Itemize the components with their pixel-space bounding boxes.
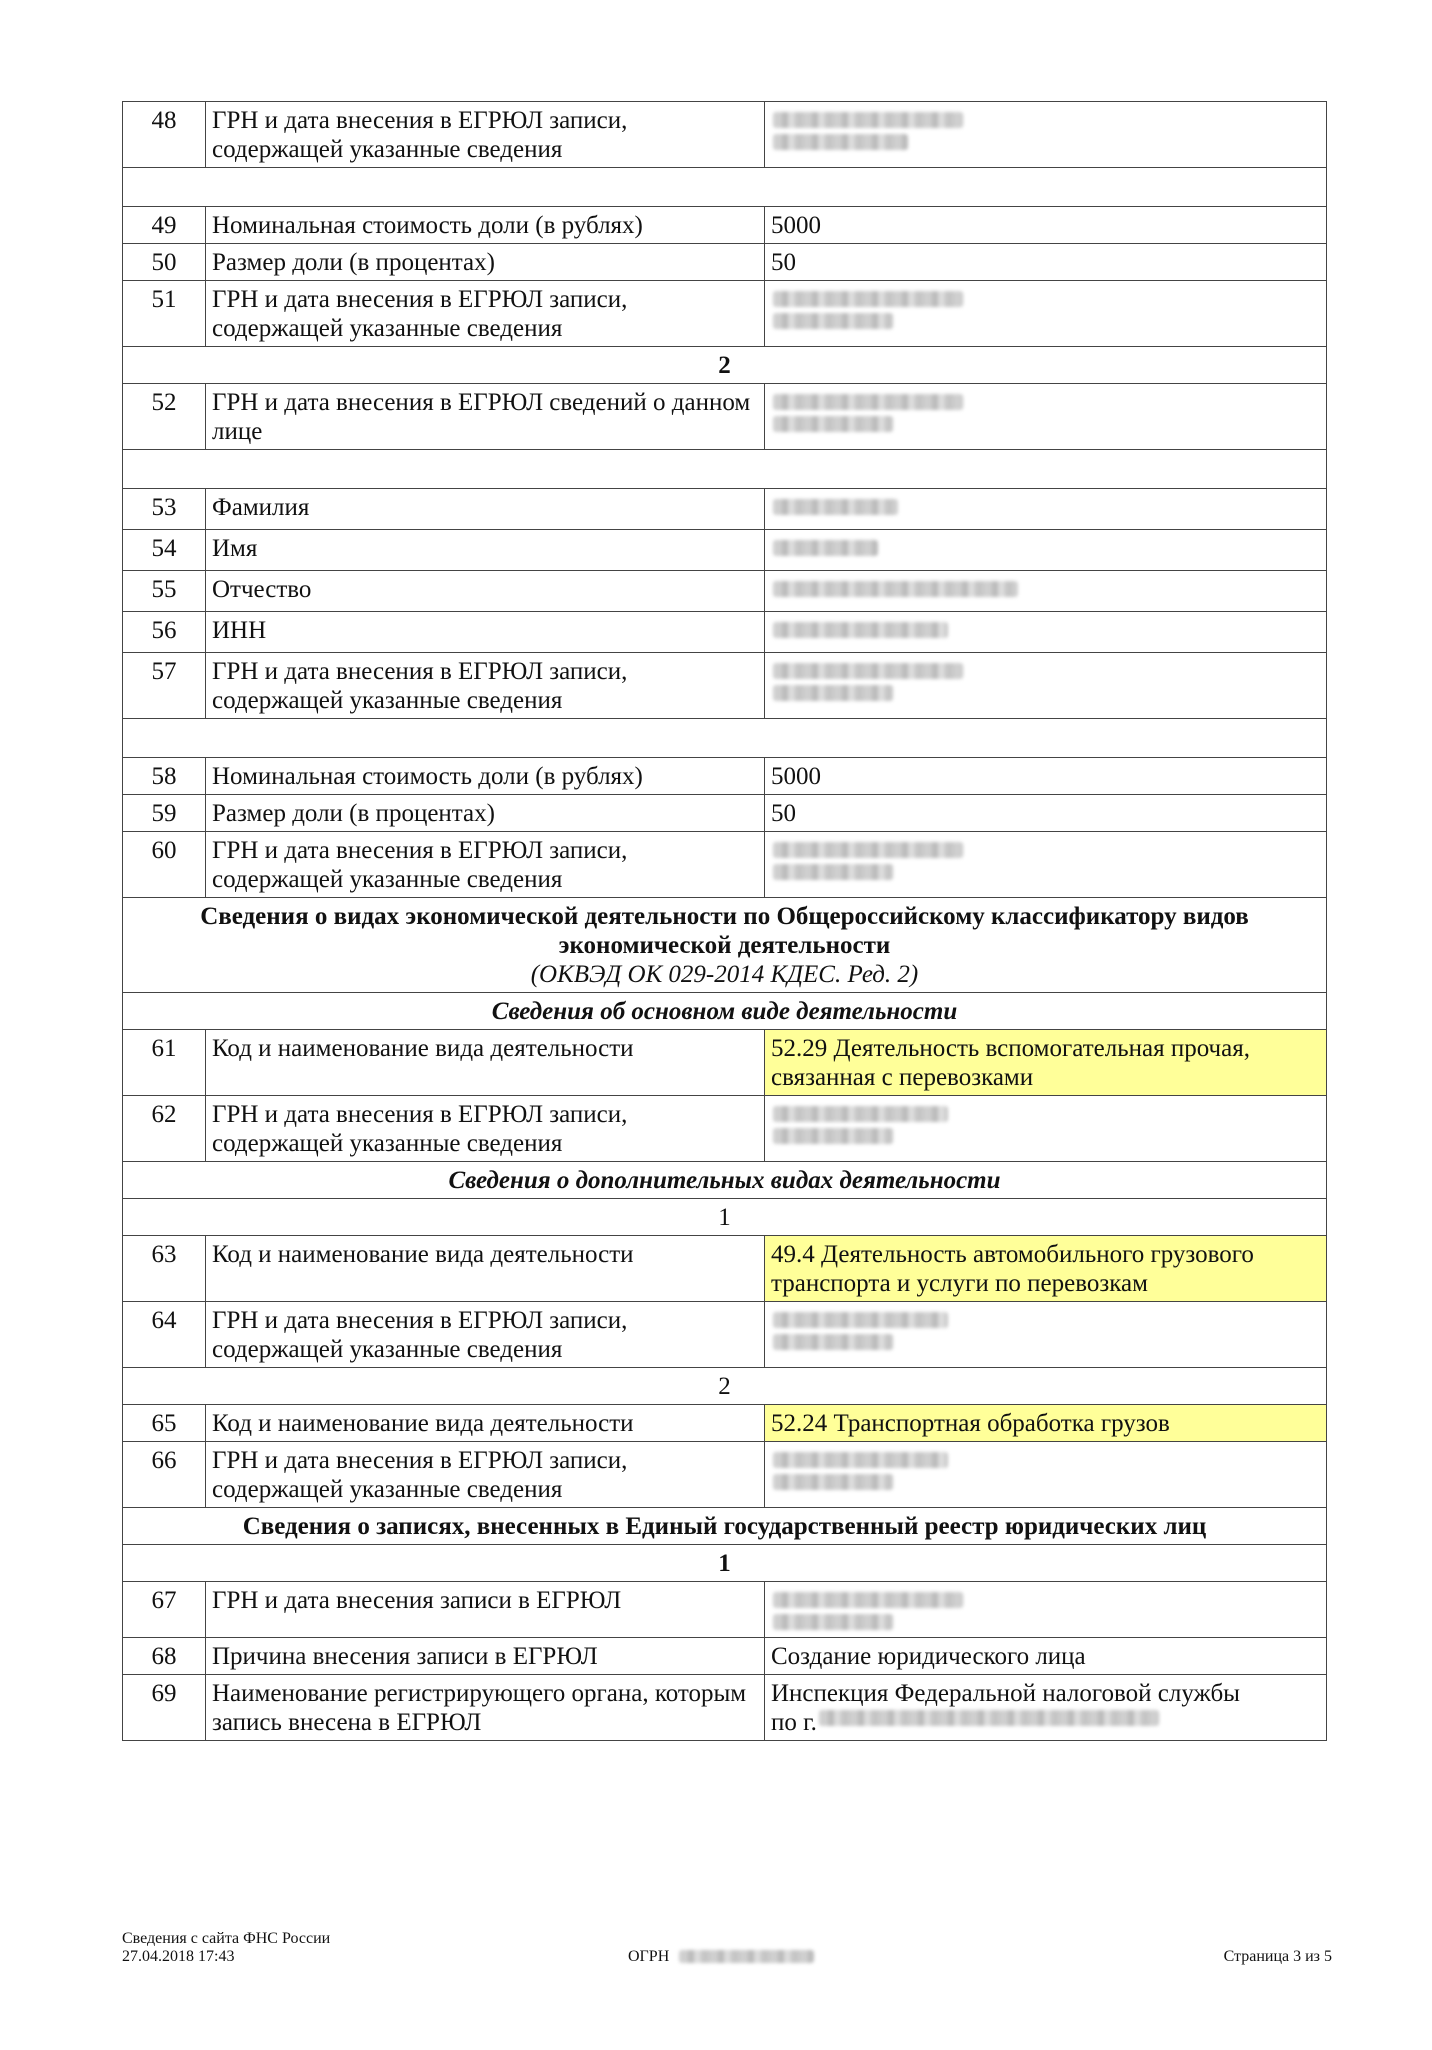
row-label: Код и наименование вида деятельности [206, 1405, 765, 1442]
row-number: 53 [123, 489, 206, 530]
section-header-main-activity: Сведения об основном виде деятельности [123, 993, 1327, 1030]
section-header-okved [123, 898, 1327, 993]
table-row [123, 384, 1327, 450]
section-header-additional-activity: Сведения о дополнительных видах деятельности [123, 1162, 1327, 1199]
row-label: ГРН и дата внесения в ЕГРЮЛ сведений о данном лице [206, 384, 765, 450]
redacted-value [765, 530, 1327, 571]
table-row [123, 489, 1327, 530]
redacted-value [765, 1442, 1327, 1508]
section-subtitle: (ОКВЭД ОК 029-2014 КДЕС. Ред. 2) [530, 961, 919, 988]
spacer-row [123, 168, 1327, 207]
table-row [123, 102, 1327, 168]
row-label: Имя [206, 530, 765, 571]
section-header-records: Сведения о записях, внесенных в Единый государственный реестр юридических лиц [123, 1508, 1327, 1545]
row-number: 50 [123, 244, 206, 281]
row-number: 67 [123, 1582, 206, 1638]
redacted-value [765, 571, 1327, 612]
subheading-number: 1 [123, 1545, 1327, 1582]
table-row [123, 207, 1327, 244]
section-header-row [123, 898, 1327, 993]
row-label: Фамилия [206, 489, 765, 530]
row-label: ГРН и дата внесения в ЕГРЮЛ записи, содержащей указанные сведения [206, 102, 765, 168]
footer-ogrn [628, 1948, 814, 1966]
row-number: 51 [123, 281, 206, 347]
row-value: Создание юридического лица [765, 1638, 1327, 1675]
row-label: ГРН и дата внесения в ЕГРЮЛ записи, содержащей указанные сведения [206, 281, 765, 347]
table-row [123, 281, 1327, 347]
activity-code-value: 49.4 Деятельность автомобильного грузового транспорта и услуги по перевозкам [765, 1236, 1327, 1302]
row-number: 62 [123, 1096, 206, 1162]
row-label: Размер доли (в процентах) [206, 244, 765, 281]
footer-page-number: Страница 3 из 5 [1223, 1948, 1332, 1965]
redacted-value [765, 102, 1327, 168]
subheading-row [123, 1545, 1327, 1582]
row-number: 58 [123, 758, 206, 795]
row-number: 54 [123, 530, 206, 571]
row-value: 50 [765, 244, 1327, 281]
authority-line: Инспекция Федеральной налоговой службы [771, 1680, 1240, 1707]
spacer-row [123, 450, 1327, 489]
table-row [123, 1302, 1327, 1368]
row-label: Причина внесения записи в ЕГРЮЛ [206, 1638, 765, 1675]
row-label: ГРН и дата внесения в ЕГРЮЛ записи, содержащей указанные сведения [206, 1302, 765, 1368]
row-number: 61 [123, 1030, 206, 1096]
row-label: ГРН и дата внесения записи в ЕГРЮЛ [206, 1582, 765, 1638]
spacer-row [123, 719, 1327, 758]
row-label: Код и наименование вида деятельности [206, 1030, 765, 1096]
redacted-value [765, 1582, 1327, 1638]
table-row [123, 1675, 1327, 1741]
footer-source-text: Сведения с сайта ФНС России [122, 1930, 331, 1947]
row-number: 69 [123, 1675, 206, 1741]
row-label: Номинальная стоимость доли (в рублях) [206, 207, 765, 244]
row-number: 65 [123, 1405, 206, 1442]
redacted-value [765, 1096, 1327, 1162]
subheading-row [123, 347, 1327, 384]
subheading-row [123, 1368, 1327, 1405]
redacted-value [765, 832, 1327, 898]
redacted-value [765, 612, 1327, 653]
footer-ogrn-label: ОГРН [628, 1948, 670, 1965]
row-label: Номинальная стоимость доли (в рублях) [206, 758, 765, 795]
row-value: 50 [765, 795, 1327, 832]
row-label: Размер доли (в процентах) [206, 795, 765, 832]
row-label: ГРН и дата внесения в ЕГРЮЛ записи, содержащей указанные сведения [206, 1442, 765, 1508]
table-row [123, 1236, 1327, 1302]
row-number: 49 [123, 207, 206, 244]
redacted-value [765, 489, 1327, 530]
table-row [123, 1638, 1327, 1675]
subheading-number: 1 [123, 1199, 1327, 1236]
row-number: 59 [123, 795, 206, 832]
footer-datetime: 27.04.2018 17:43 [122, 1948, 235, 1965]
row-label: ИНН [206, 612, 765, 653]
row-label: Код и наименование вида деятельности [206, 1236, 765, 1302]
section-header-row [123, 1162, 1327, 1199]
row-number: 60 [123, 832, 206, 898]
table-row [123, 758, 1327, 795]
row-number: 63 [123, 1236, 206, 1302]
activity-code-value: 52.24 Транспортная обработка грузов [765, 1405, 1327, 1442]
redacted-value [765, 1302, 1327, 1368]
table-row [123, 832, 1327, 898]
table-row [123, 612, 1327, 653]
row-number: 68 [123, 1638, 206, 1675]
redacted-value [765, 281, 1327, 347]
egrul-extract-table [122, 101, 1327, 1741]
row-value: 5000 [765, 758, 1327, 795]
redacted-ogrn [679, 1950, 814, 1963]
table-row [123, 530, 1327, 571]
row-label: ГРН и дата внесения в ЕГРЮЛ записи, содержащей указанные сведения [206, 1096, 765, 1162]
section-title: Сведения о видах экономической деятельности по Общероссийскому классификатору видов экономической деятельности [200, 903, 1249, 959]
row-number: 55 [123, 571, 206, 612]
registering-authority-value [765, 1675, 1327, 1741]
row-label: Отчество [206, 571, 765, 612]
row-number: 56 [123, 612, 206, 653]
table-row [123, 653, 1327, 719]
table-row [123, 1405, 1327, 1442]
row-number: 48 [123, 102, 206, 168]
subheading-number: 2 [123, 1368, 1327, 1405]
row-number: 66 [123, 1442, 206, 1508]
authority-city-prefix: по г. [771, 1709, 817, 1736]
row-label: ГРН и дата внесения в ЕГРЮЛ записи, содержащей указанные сведения [206, 653, 765, 719]
section-header-row [123, 1508, 1327, 1545]
row-number: 57 [123, 653, 206, 719]
table-row [123, 1096, 1327, 1162]
table-row [123, 244, 1327, 281]
redacted-value [765, 653, 1327, 719]
footer-source [122, 1930, 330, 1966]
row-number: 64 [123, 1302, 206, 1368]
redacted-city [819, 1710, 1159, 1726]
section-header-row [123, 993, 1327, 1030]
table-row [123, 1030, 1327, 1096]
table-row [123, 795, 1327, 832]
row-label: ГРН и дата внесения в ЕГРЮЛ записи, содержащей указанные сведения [206, 832, 765, 898]
row-value: 5000 [765, 207, 1327, 244]
activity-code-value: 52.29 Деятельность вспомогательная прочая, связанная с перевозками [765, 1030, 1327, 1096]
table-row [123, 571, 1327, 612]
row-number: 52 [123, 384, 206, 450]
subheading-row [123, 1199, 1327, 1236]
redacted-value [765, 384, 1327, 450]
row-label: Наименование регистрирующего органа, которым запись внесена в ЕГРЮЛ [206, 1675, 765, 1741]
subheading-number: 2 [123, 347, 1327, 384]
table-row [123, 1582, 1327, 1638]
table-row [123, 1442, 1327, 1508]
